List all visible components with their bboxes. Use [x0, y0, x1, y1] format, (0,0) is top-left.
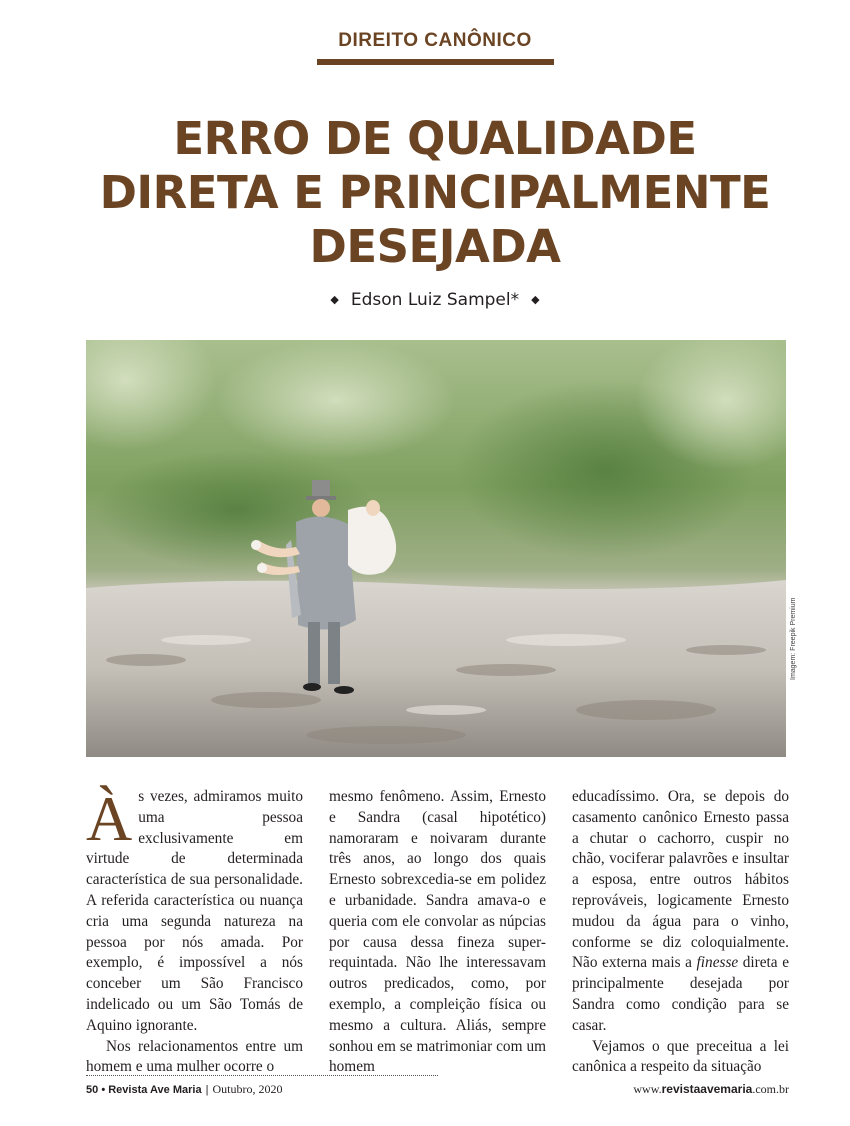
byline: [0, 290, 850, 310]
article-title: [0, 112, 850, 274]
paragraph: [572, 787, 789, 1037]
paragraph-text: s vezes, admiramos muito uma pessoa exclusivamente em virtude de determinada característica de sua personalidade. A referida característica ou nuança cria uma segunda natureza na pessoa por nós amada. Por exemplo, é impossível a nós conceber um São Francisco indelicado ou um São Tomás de Aquino ignorante.: [86, 788, 303, 1034]
author-name: Edson Luiz Sampel*: [350, 290, 520, 310]
issue-date: Outubro, 2020: [212, 1082, 283, 1096]
footer-divider: [86, 1075, 438, 1076]
paragraph: Nos relacionamentos entre um homem e uma mulher ocorre o: [86, 1037, 303, 1076]
url-suffix: .com.br: [752, 1082, 789, 1096]
drop-cap: À: [86, 783, 133, 854]
diamond-icon: ◆: [531, 293, 540, 306]
paragraph-text: educadíssimo. Ora, se depois do casamento canônico Ernesto passa a chutar o cachorro, cuspir no chão, vociferar palavrões e insultar a esposa, entre outros hábitos reprováveis, logicamente Ernesto mudou da água para o vinho, conforme se diz coloquialmente. Não externa mais a: [572, 788, 789, 972]
title-line-3: DESEJADA: [309, 220, 561, 273]
url-prefix: www.: [633, 1082, 662, 1096]
column-3: [572, 787, 789, 1078]
footer-page-info: [86, 1082, 282, 1097]
article-photo: [86, 340, 786, 757]
url-domain: revistaavemaria: [661, 1082, 753, 1096]
bullet-separator: •: [101, 1084, 106, 1096]
article-body: [86, 783, 789, 1078]
paragraph: [86, 783, 303, 1037]
paragraph: mesmo fenômeno. Assim, Ernesto e Sandra (casal hipotético) namoraram e noivaram durante três anos, ao longo dos quais Ernesto sobrexcedia-se em polidez e urbanidade. Sandra amava-o e queria com ele convolar as núpcias por causa dessa fineza super-requintada. Não lhe interessavam outros predicados, como, por exemplo, a compleição física ou mesmo a cultura. Aliás, sempre sonhou em se matrimoniar com um homem: [329, 788, 546, 1076]
pipe-separator: |: [205, 1084, 209, 1096]
magazine-name: Revista Ave Maria: [108, 1084, 202, 1096]
emphasis-text: finesse: [696, 954, 739, 972]
section-label: DIREITO CANÔNICO: [338, 30, 532, 51]
title-line-2: DIRETA E PRINCIPALMENTE: [99, 166, 771, 219]
image-credit: Imagem: Freepik Premium: [790, 597, 797, 680]
column-1: [86, 783, 303, 1078]
section-underline: [317, 59, 554, 65]
title-line-1: ERRO DE QUALIDADE: [173, 112, 697, 165]
paragraph-text: direta e principalmente desejada por Sandra como condição para se casar.: [572, 954, 789, 1034]
page-number: 50: [86, 1084, 99, 1096]
diamond-icon: ◆: [330, 293, 339, 306]
column-2: [329, 787, 546, 1078]
paragraph: Vejamos o que preceitua a lei canônica a respeito da situação: [572, 1037, 789, 1076]
footer-url[interactable]: [633, 1082, 789, 1097]
